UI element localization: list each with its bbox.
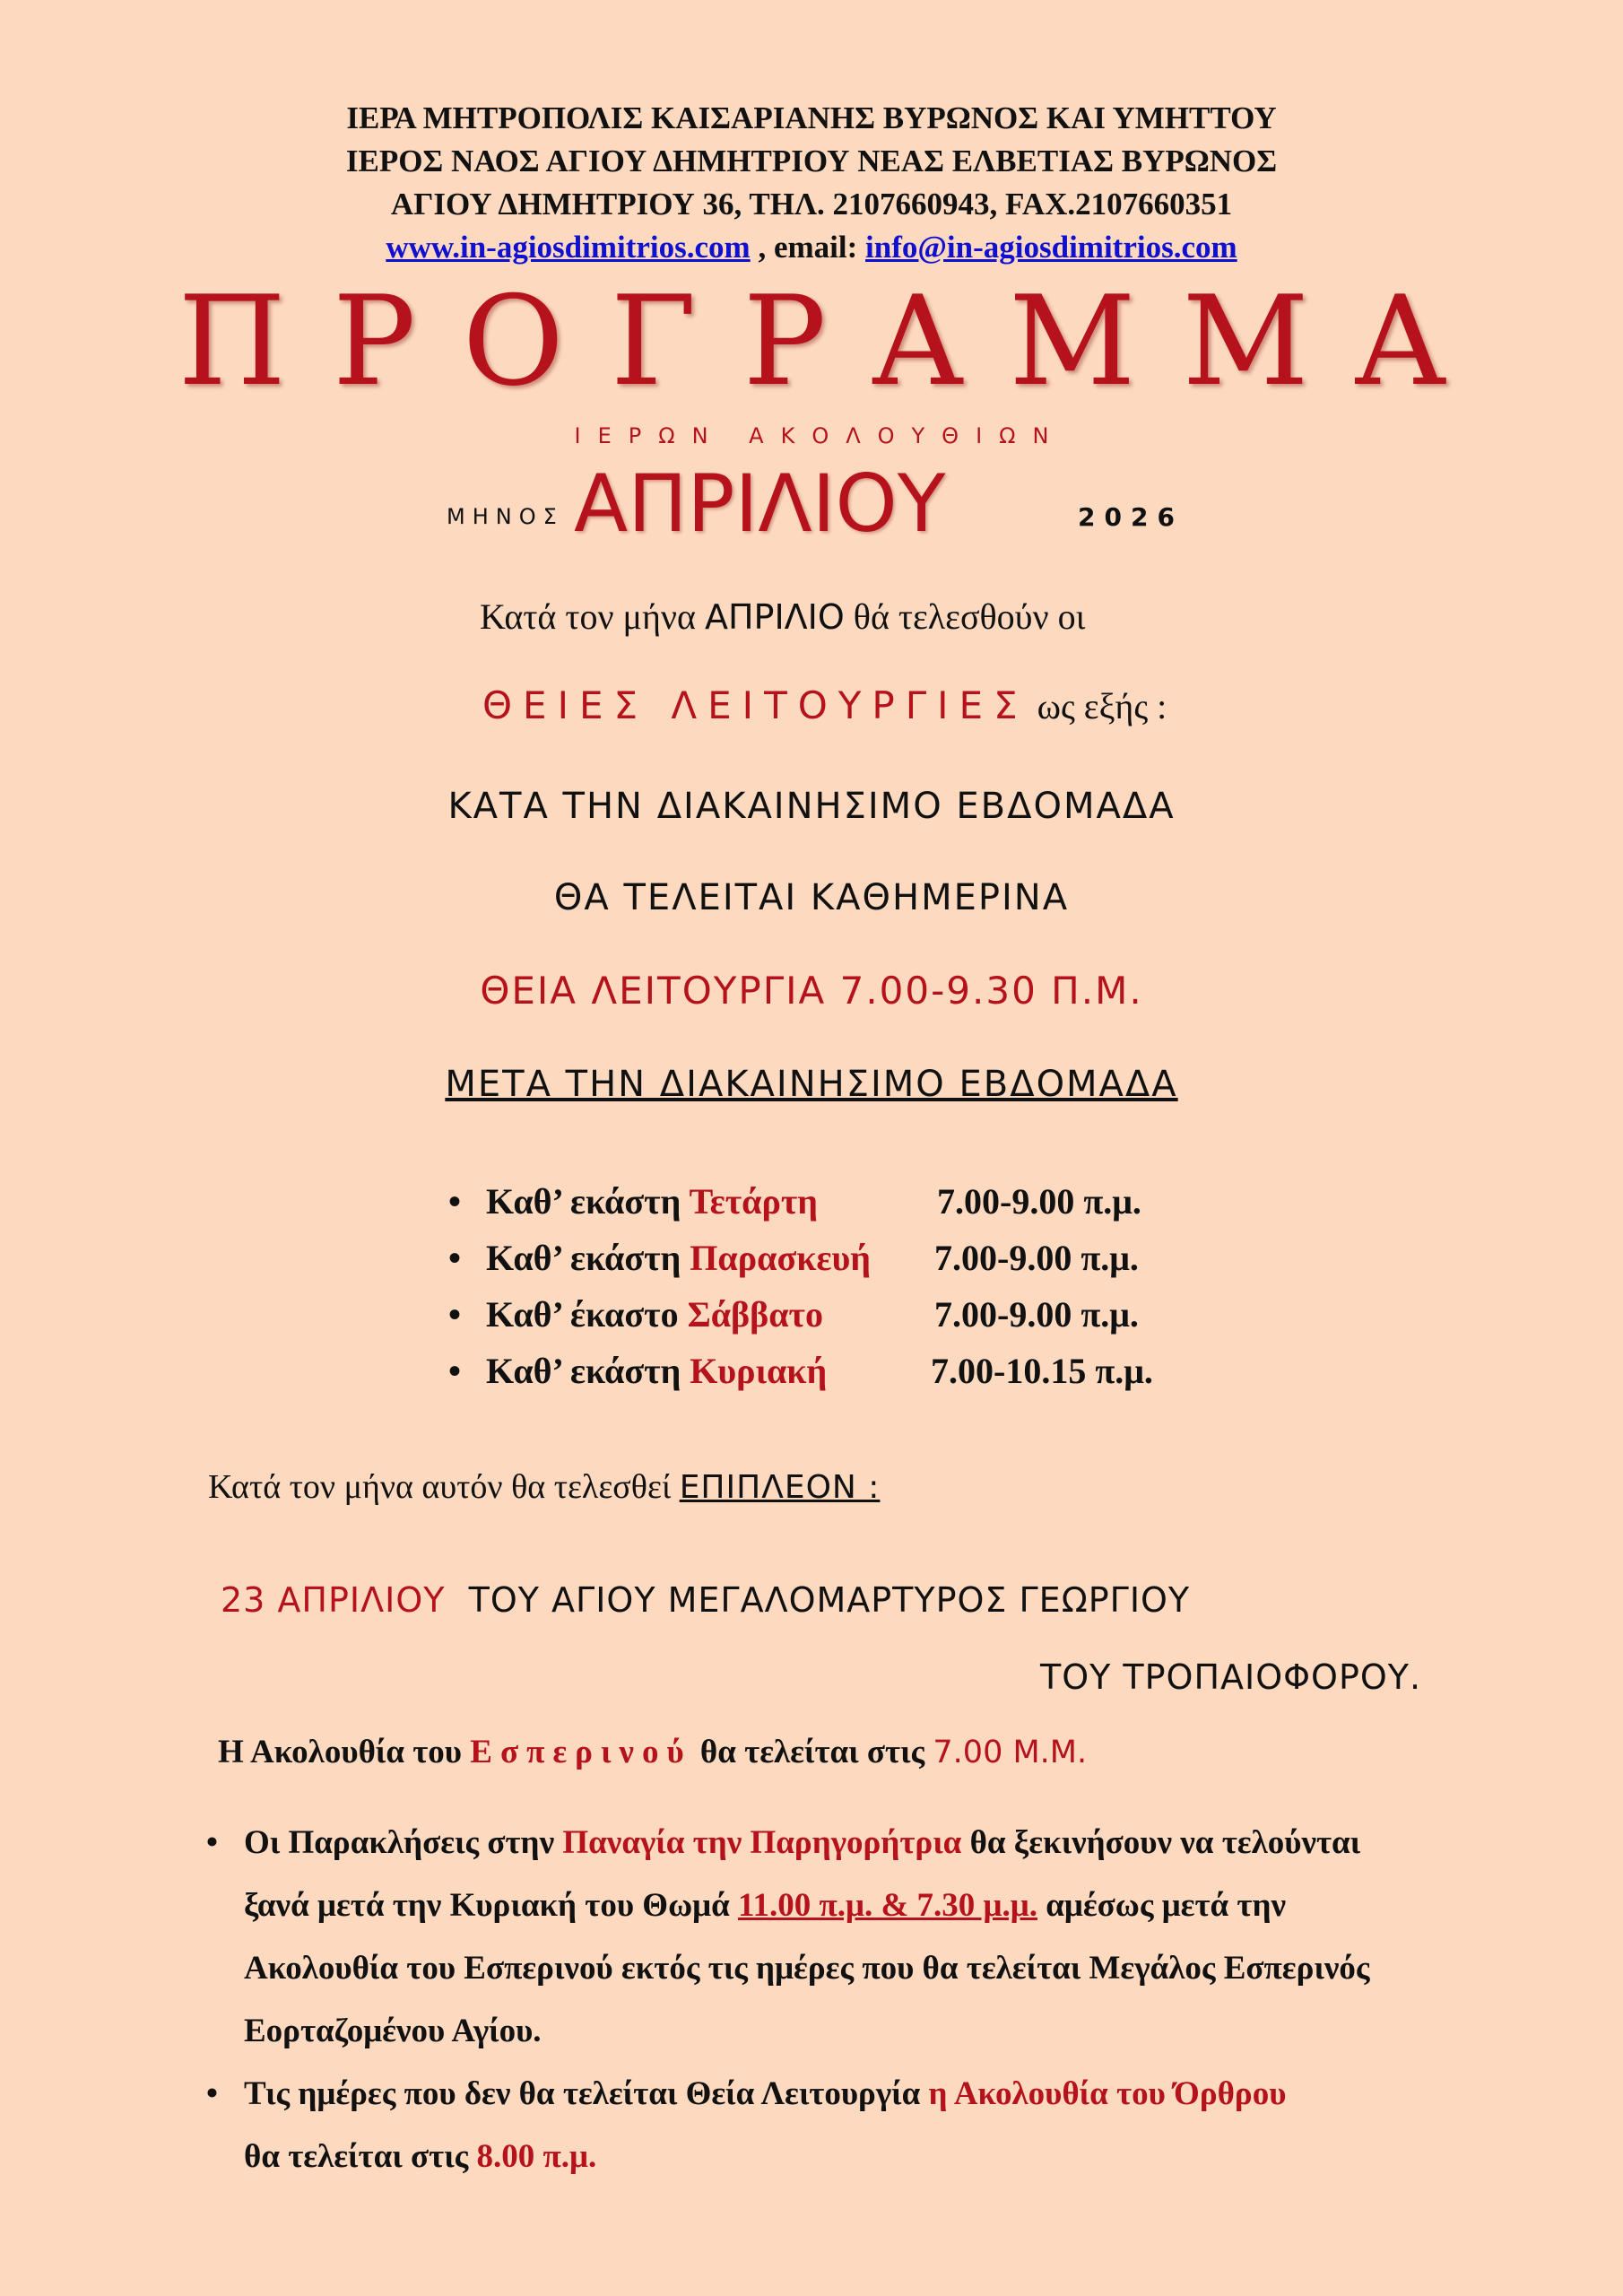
header-line-3: ΑΓΙΟΥ ΔΗΜΗΤΡΙΟΥ 36, ΤΗΛ. 2107660943, FAX.2107660351 [390, 187, 1233, 222]
month-line [0, 457, 1623, 556]
vespers-before: Η Ακολουθία του [218, 1734, 471, 1770]
schedule-time: 7.00-10.15 π.μ. [931, 1351, 1153, 1391]
note-text: Οι Παρακλήσεις στην [244, 1824, 563, 1861]
vespers-line [218, 1733, 1087, 1771]
note-text: Τις ημέρες που δεν θα τελείται Θεία Λειτουργία [244, 2075, 929, 2112]
header-line-2: ΙΕΡΟΣ ΝΑΟΣ ΑΓΙΟΥ ΔΗΜΗΤΡΙΟΥ ΝΕΑΣ ΕΛΒΕΤΙΑΣ ΒΥΡΩΝΟΣ [345, 144, 1278, 178]
note-text: θα ξεκινήσουν να τελούνται [961, 1824, 1361, 1861]
additional-text: Κατά τον μήνα αυτόν θα τελεσθεί [208, 1468, 680, 1506]
bullet: • [448, 1351, 462, 1391]
schedule-time: 7.00-9.00 π.μ. [934, 1238, 1139, 1278]
bullet: • [448, 1238, 462, 1278]
additional-line [208, 1467, 880, 1507]
email-link[interactable]: info@in-agiosdimitrios.com [865, 230, 1237, 265]
note-text: θα τελείται στις [244, 2138, 477, 2175]
page-subtitle: ΙΕΡΩΝ ΑΚΟΛΟΥΘΙΩΝ [574, 423, 1066, 448]
note-2 [206, 2063, 1286, 2188]
schedule-prefix: Καθ’ εκάστη [486, 1181, 690, 1222]
bullet: • [448, 1294, 462, 1335]
vespers-word: Εσπερινού [470, 1734, 692, 1770]
intro-line [480, 596, 1085, 638]
website-link[interactable]: www.in-agiosdimitrios.com [386, 230, 751, 265]
month-prefix: ΜΗΝΟΣ [447, 504, 564, 529]
liturgies-line [482, 683, 1167, 727]
page-title: ΠΡΟΓΡΑΜΜΑ [178, 269, 1492, 413]
renewal-line-1: ΚΑΤΑ ΤΗΝ ΔΙΑΚΑΙΝΗΣΙΜΟ ΕΒΔΟΜΑΔΑ [447, 786, 1176, 827]
header-contact [0, 226, 1623, 269]
note-highlight: Παναγία την Παρηγορήτρια [562, 1824, 962, 1861]
month-name: ΑΠΡΙΛΙΟΥ [574, 457, 946, 550]
bullet: • [206, 1824, 218, 1861]
schedule-prefix: Καθ’ έκαστο [486, 1294, 688, 1335]
additional-label: ΕΠΙΠΛΕΟΝ : [679, 1469, 881, 1506]
feast-date: 23 ΑΠΡΙΛΙΟΥ [221, 1580, 446, 1620]
feast-line-2: ΤΟΥ ΤΡΟΠΑΙΟΦΟΡΟΥ. [1040, 1657, 1422, 1697]
note-text: Ακολουθία του Εσπερινού εκτός τις ημέρες που θα τελείται Μεγάλος Εσπερινός [244, 1950, 1370, 1987]
header-line-1: ΙΕΡΑ ΜΗΤΡΟΠΟΛΙΣ ΚΑΙΣΑΡΙΑΝΗΣ ΒΥΡΩΝΟΣ ΚΑΙ ΥΜΗΤΤΟΥ [346, 100, 1277, 135]
intro-before: Κατά τον μήνα [480, 596, 705, 637]
bullet: • [448, 1181, 462, 1222]
vespers-middle: θα τελείται στις [691, 1734, 933, 1770]
after-renewal-text: ΜΕΤΑ ΤΗΝ ΔΙΑΚΑΙΝΗΣΙΜΟ ΕΒΔΟΜΑΔΑ [445, 1064, 1178, 1105]
schedule-prefix: Καθ’ εκάστη [486, 1351, 690, 1391]
note-text: ξανά μετά την Κυριακή του Θωμά [244, 1887, 738, 1924]
renewal-liturgy: ΘΕΙΑ ΛΕΙΤΟΥΡΓΙΑ 7.00-9.30 Π.Μ. [480, 969, 1143, 1013]
schedule-day: Σάββατο [687, 1294, 823, 1335]
intro-after: θά τελεσθούν οι [844, 596, 1086, 637]
renewal-line-2: ΘΑ ΤΕΛΕΙΤΑΙ ΚΑΘΗΜΕΡΙΝΑ [553, 877, 1070, 918]
year: 2026 [1078, 502, 1184, 532]
note-text: αμέσως μετά την [1037, 1887, 1287, 1924]
feast-line-1 [221, 1580, 1190, 1620]
bullet: • [206, 2075, 218, 2112]
as-follows: ως εξής : [1028, 686, 1167, 726]
vespers-time: 7.00 Μ.Μ. [933, 1735, 1088, 1770]
feast-name: ΤΟΥ ΑΓΙΟΥ ΜΕΓΑΛΟΜΑΡΤΥΡΟΣ ΓΕΩΡΓΙΟΥ [468, 1580, 1191, 1620]
schedule-day: Τετάρτη [689, 1181, 819, 1222]
schedule-time: 7.00-9.00 π.μ. [937, 1181, 1141, 1222]
intro-month: ΑΠΡΙΛΙΟ [704, 597, 845, 637]
email-label: , email: [750, 230, 866, 265]
note-time: 8.00 π.μ. [476, 2138, 597, 2175]
note-highlight: η Ακολουθία του Όρθρου [928, 2075, 1287, 2112]
schedule-day: Παρασκευή [690, 1238, 871, 1278]
after-renewal-heading [0, 1064, 1623, 1105]
note-text: Εορταζομένου Αγίου. [244, 2013, 542, 2049]
liturgies-title: ΘΕΙΕΣ ΛΕΙΤΟΥΡΓΙΕΣ [482, 683, 1028, 727]
schedule-time: 7.00-9.00 π.μ. [934, 1294, 1139, 1335]
schedule-prefix: Καθ’ εκάστη [486, 1238, 690, 1278]
note-time: 11.00 π.μ. & 7.30 μ.μ. [738, 1887, 1037, 1924]
schedule-day: Κυριακή [690, 1351, 828, 1391]
note-1 [206, 1812, 1370, 2063]
